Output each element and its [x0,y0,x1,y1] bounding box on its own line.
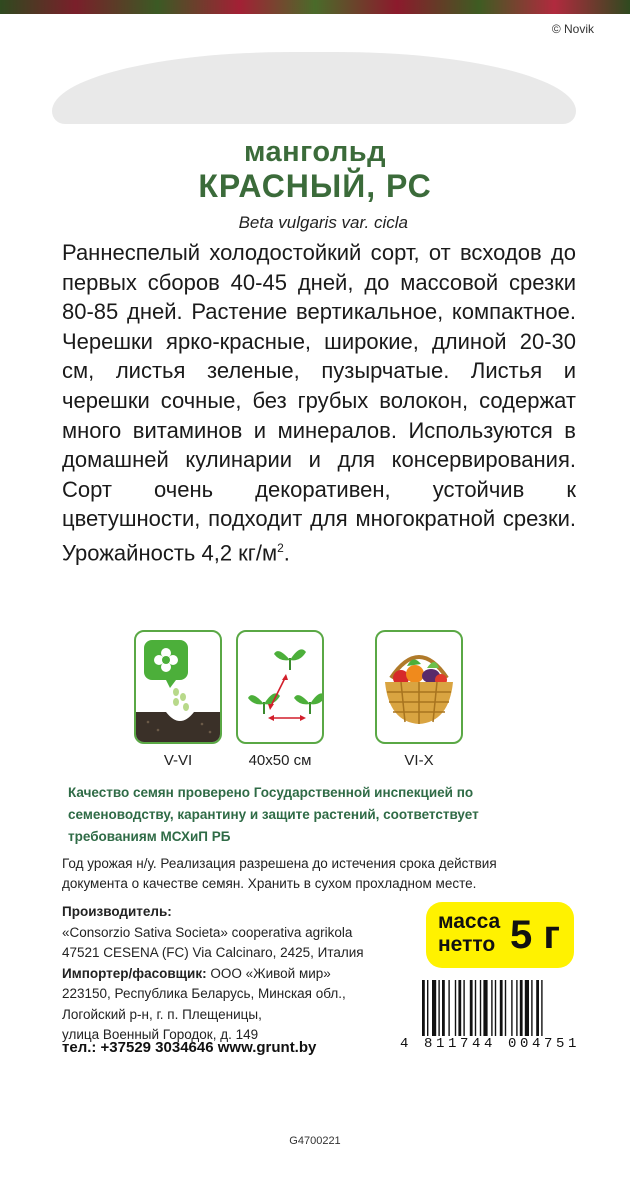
net-mass-label-line1: масса [438,910,501,933]
spacing-label: 40x50 см [248,752,312,769]
barcode-bar [438,980,439,1036]
copyright: © Novik [551,22,594,36]
barcode [420,980,574,1042]
barcode-bar [505,980,506,1036]
photo-window [52,52,576,124]
description-text: Раннеспелый холодостойкий сорт, от всходов до первых сборов 40-45 дней, до массовой срезки 80-85 дней. Растение вертикальное, компактное. Черешки ярко-красные, широкие, длиной 20-30 см, листья зеленые, пузырчатые. Листья и черешки сочные, без грубых волокон, содержат много витаминов и минералов. Используются в домашней кулинарии и для консервирования. Сорт очень декоративен, устойчив к цветушности, подходит для многократной срезки. Урожайность 4,2 кг/м [62,240,576,566]
barcode-bar [480,980,481,1036]
barcode-bar [432,980,436,1036]
spacing-icon [238,632,322,742]
barcode-bar [525,980,529,1036]
barcode-bar [516,980,517,1036]
storage-info: Год урожая н/у. Реализация разрешена до истечения срока действия документа о качестве семян. Хранить в сухом прохладном месте. [62,856,497,891]
barcode-bar [536,980,539,1036]
sowing-label: V-VI [163,752,193,769]
quality-note: Качество семян проверено Государственной инспекцией по семеноводству, карантину и защите растений, соответствует требованиям МСХиП РБ [68,785,479,844]
variety-name: КРАСНЫЙ, РС [198,168,432,204]
importer-heading: Импортер/фасовщик: [62,965,207,981]
crop-name: мангольд [243,136,387,168]
producer-block [62,902,364,1046]
producer-heading: Производитель: [62,904,172,919]
product-code: G4700221 [289,1135,341,1147]
sowing-icon [136,632,220,742]
description [62,238,576,568]
barcode-bar [511,980,512,1036]
importer-name: ООО «Живой мир» [210,965,331,981]
barcode-bar [500,980,503,1036]
description-end: . [283,540,290,566]
barcode-bar [495,980,496,1036]
importer-line1: 223150, Республика Беларусь, Минская обл., [62,986,346,1001]
barcode-bar [427,980,428,1036]
barcode-bar [422,980,425,1036]
barcode-bar [475,980,476,1036]
contact-line: тел.: +37529 3034646 www.grunt.by [62,1039,317,1056]
barcode-bar [541,980,542,1036]
top-photo-strip [0,0,630,14]
importer-line2: Логойский р-н, г. п. Плещеницы, [62,1006,262,1022]
net-mass-label [438,910,500,956]
importer-line3: улица Военный Городок, д. 149 [62,1027,259,1042]
sowing-card [134,630,222,744]
barcode-bar [463,980,464,1036]
barcode-bar [448,980,449,1036]
barcode-bar [520,980,523,1036]
barcode-bar [531,980,532,1036]
spacing-card [236,630,324,744]
net-mass-badge [426,902,574,968]
net-mass-label-line2: нетто [438,933,496,956]
harvest-card [375,630,463,744]
barcode-bar [483,980,487,1036]
barcode-bar [491,980,492,1036]
barcode-bar [458,980,461,1036]
barcode-bar [442,980,445,1036]
net-mass-value: 5 г [509,913,560,957]
barcode-digits: 4 811744 004751 [400,1036,581,1052]
barcode-bar [470,980,473,1036]
producer-line2: 47521 CESENA (FC) Via Calcinaro, 2425, Италия [62,945,364,960]
barcode-bar [455,980,456,1036]
description-superscript: 2 [277,540,284,555]
harvest-label: VI-X [404,752,434,769]
harvest-basket-icon [377,632,461,742]
latin-name: Beta vulgaris var. cicla [238,213,408,232]
producer-line1: «Consorzio Sativa Societa» cooperativa agrikola [62,924,353,940]
